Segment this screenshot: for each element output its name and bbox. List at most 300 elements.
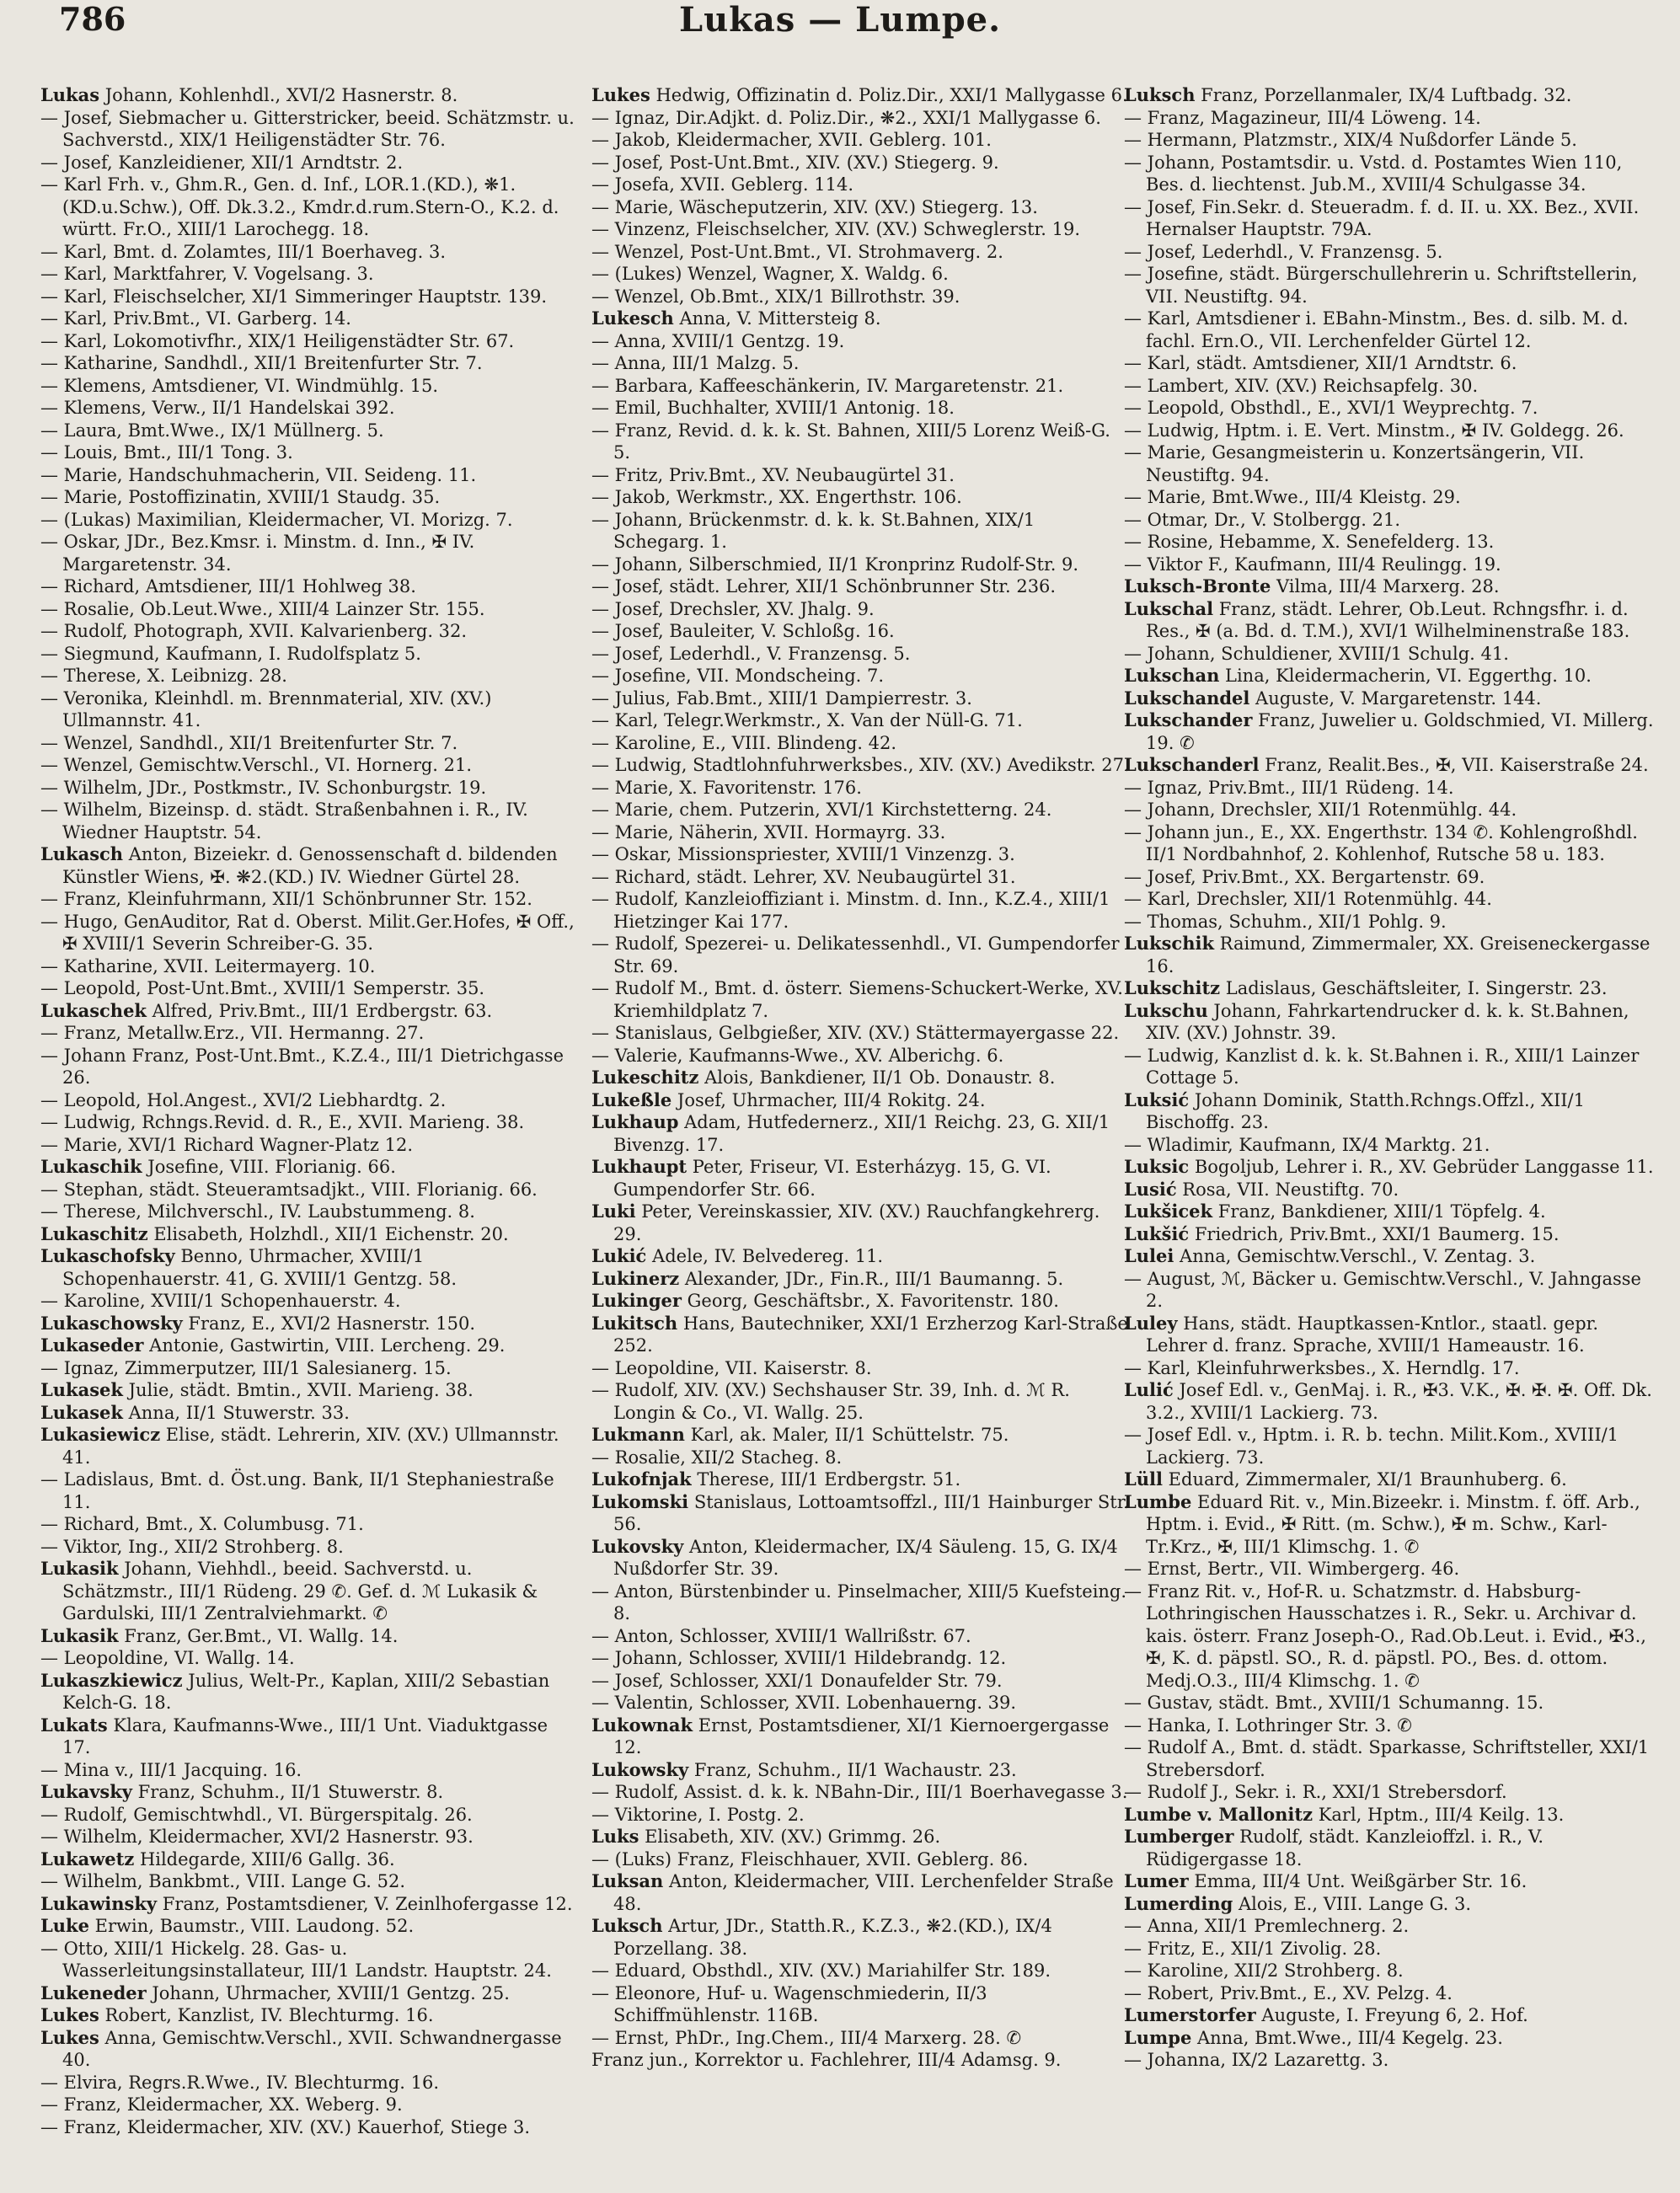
entry-text: — Johann, Schuldiener, XVIII/1 Schulg. 41. (1124, 643, 1509, 664)
entry-text: — Ladislaus, Bmt. d. Öst.ung. Bank, II/1 Stephaniestraße 11. (40, 1469, 554, 1512)
entry-text: — Wenzel, Gemischtw.Verschl., VI. Hornerg. 21. (40, 755, 473, 775)
directory-entry (591, 1759, 1131, 1782)
directory-entry (1124, 308, 1663, 352)
entry-surname: Luksch (591, 1915, 663, 1936)
entry-text: Franz, Bankdiener, XIII/1 Töpfelg. 4. (1212, 1201, 1546, 1222)
entry-text: — Marie, Handschuhmacherin, VII. Seideng. 11. (40, 464, 477, 485)
entry-text: Julie, städt. Bmtin., XVII. Marieng. 38. (122, 1380, 474, 1400)
entry-text: Peter, Friseur, VI. Esterházyg. 15, G. VI. Gumpendorfer Str. 66. (613, 1157, 1051, 1200)
entry-surname: Luksch-Bronte (1124, 575, 1271, 596)
directory-entry (40, 1848, 580, 1871)
directory-entry (1124, 1804, 1663, 1827)
entry-surname: Luksic (1124, 1156, 1190, 1177)
directory-entry (40, 1647, 580, 1670)
entry-surname: Lukasik (40, 1624, 119, 1646)
directory-entry (591, 575, 1131, 598)
entry-text: Franz jun., Korrektor u. Fachlehrer, III/4 Adamsg. 9. (591, 2050, 1062, 2070)
entry-text: — (Luks) Franz, Fleischhauer, XVII. Geblerg. 86. (591, 1848, 1029, 1869)
entry-surname: Lukovsky (591, 1535, 684, 1557)
directory-entry (1124, 1357, 1663, 1380)
directory-entry (40, 1022, 580, 1045)
directory-entry (1124, 1045, 1663, 1089)
entry-text: — Karoline, XVIII/1 Schopenhauerstr. 4. (40, 1291, 401, 1311)
entry-text: — Viktorine, I. Postg. 2. (591, 1804, 805, 1825)
entry-surname: Lukaschofsky (40, 1245, 175, 1266)
entry-text: — Josef, Lederhdl., V. Franzensg. 5. (1124, 241, 1443, 262)
directory-entry (1124, 531, 1663, 554)
entry-text: — Rudolf M., Bmt. d. österr. Siemens-Schuckert-Werke, XV. Kriemhildplatz 7. (591, 978, 1123, 1021)
entry-text: Alois, E., VIII. Lange G. 3. (1233, 1893, 1472, 1914)
directory-entry (1124, 575, 1663, 598)
directory-entry (40, 84, 580, 107)
entry-text: — Franz Rit. v., Hof-R. u. Schatzmstr. d. Habsburg-Lothringischen Hausschatzes i. R., Sekr. u. Archivar d. kais. österr. Franz Joseph-O., Rad.Ob.Leut. i. Evid., ✠3., ✠, K. d. päpstl. SO., R. d. päpstl. PO., Bes. d. ottom. Medj.O.3., III/4 Klimschg. 1. ✆ (1124, 1581, 1646, 1691)
directory-entry (1124, 754, 1663, 777)
directory-entry (1124, 2027, 1663, 2050)
directory-entry (40, 732, 580, 755)
entry-text: — Franz, Metallw.Erz., VII. Hermanng. 27. (40, 1023, 425, 1043)
entry-text: Anna, Gemischtw.Verschl., V. Zentag. 3. (1174, 1246, 1536, 1266)
directory-entry (1124, 1223, 1663, 1246)
directory-entry (40, 2027, 580, 2072)
directory-entry (40, 1625, 580, 1648)
directory-entry (40, 1536, 580, 1559)
entry-surname: Luley (1124, 1312, 1178, 1334)
directory-entry (40, 107, 580, 152)
directory-entry (1124, 1313, 1663, 1357)
entry-surname: Lukmann (591, 1424, 685, 1445)
entry-text: Johann Dominik, Statth.Rchngs.Offzl., XII/1 Bischoffg. 23. (1146, 1089, 1585, 1132)
entry-text: — Karl Frh. v., Ghm.R., Gen. d. Inf., LOR.1.(KD.), ❋1.(KD.u.Schw.), Off. Dk.3.2., Kmdr.d.rum.Stern-O., K.2. d. württ. Fr.O., XIII/1 Larochegg. 18. (40, 174, 559, 239)
entry-surname: Lukownak (591, 1714, 693, 1736)
entry-text: — Hanka, I. Lothringer Str. 3. ✆ (1124, 1714, 1412, 1736)
directory-entry (40, 1402, 580, 1425)
directory-entry (40, 955, 580, 978)
directory-entry (1124, 1268, 1663, 1313)
entry-text: — Marie, chem. Putzerin, XVI/1 Kirchstetterng. 24. (591, 800, 1052, 820)
directory-entry (1124, 1379, 1663, 1424)
entry-text: — Karl, Drechsler, XII/1 Rotenmühlg. 44. (1124, 889, 1492, 909)
entry-surname: Lukasch (40, 843, 124, 864)
entry-text: Franz, Ger.Bmt., VI. Wallg. 14. (118, 1625, 399, 1646)
entry-text: Hedwig, Offizinatin d. Poliz.Dir., XXI/1 Mallygasse 6. (650, 85, 1128, 105)
entry-text: — Josef, städt. Lehrer, XII/1 Schönbrunner Str. 236. (591, 576, 1057, 596)
entry-surname: Lukats (40, 1714, 108, 1736)
entry-text: — Wilhelm, Bizeinsp. d. städt. Straßenbahnen i. R., IV. Wiedner Hauptstr. 54. (40, 800, 528, 842)
entry-surname: Lukšić (1124, 1222, 1190, 1244)
directory-entry (40, 911, 580, 955)
directory-entry (1124, 1781, 1663, 1804)
directory-entry (591, 1647, 1131, 1670)
entry-text: — Rudolf, Photograph, XVII. Kalvarienberg. 32. (40, 621, 468, 641)
directory-entry (40, 1893, 580, 1916)
entry-surname: Luksić (1124, 1088, 1190, 1110)
entry-text: — Ignaz, Zimmerputzer, III/1 Salesianerg. 15. (40, 1357, 452, 1378)
directory-entry (1124, 598, 1663, 643)
directory-entry (591, 486, 1131, 509)
entry-text: Franz, E., XVI/2 Hasnerstr. 150. (182, 1313, 476, 1334)
directory-entry (1124, 1870, 1663, 1893)
directory-entry (40, 1870, 580, 1893)
entry-text: Franz, Juwelier u. Goldschmied, VI. Millerg. 19. ✆ (1146, 710, 1654, 753)
entry-text: Benno, Uhrmacher, XVIII/1 Schopenhauerstr. 41, G. XVIII/1 Gentzg. 58. (62, 1246, 457, 1289)
directory-entry (591, 1268, 1131, 1291)
directory-entry (40, 799, 580, 843)
entry-text: — Rudolf, XIV. (XV.) Sechshauser Str. 39, Inh. d. ℳ R. Longin & Co., VI. Wallg. 25. (591, 1380, 1070, 1423)
directory-entry (1124, 1714, 1663, 1737)
entry-surname: Lukesch (591, 308, 674, 329)
directory-entry (591, 1536, 1131, 1581)
directory-entry (1124, 1581, 1663, 1693)
entry-surname: Lukić (591, 1245, 647, 1266)
directory-entry (591, 107, 1131, 130)
directory-entry (591, 1670, 1131, 1693)
directory-entry (40, 1468, 580, 1513)
directory-entry (591, 799, 1131, 821)
entry-surname: Luke (40, 1915, 89, 1936)
entry-text: — Stephan, städt. Steueramtsadjkt., VIII. Florianig. 66. (40, 1179, 538, 1200)
directory-entry (591, 1447, 1131, 1469)
entry-surname: Lukes (40, 2004, 99, 2025)
entry-text: — Valentin, Schlosser, XVII. Lobenhauerng. 39. (591, 1693, 1017, 1713)
entry-text: — Josefine, VII. Mondscheing. 7. (591, 666, 885, 686)
directory-entry (40, 352, 580, 375)
directory-entry (1124, 2049, 1663, 2072)
entry-surname: Lukasiewicz (40, 1424, 161, 1445)
directory-entry (591, 1870, 1131, 1915)
directory-entry (40, 754, 580, 777)
directory-entry (1124, 1424, 1663, 1468)
entry-text: — Richard, städt. Lehrer, XV. Neubaugürtel 31. (591, 866, 1016, 887)
directory-entry (1124, 1915, 1663, 1938)
directory-entry (591, 643, 1131, 666)
entry-surname: Lumpe (1124, 2026, 1192, 2048)
directory-entry (40, 2094, 580, 2116)
entry-text: — Eleonore, Huf- u. Wagenschmiederin, II/3 Schiffmühlenstr. 116B. (591, 1982, 987, 2025)
entry-text: — Josef, Bauleiter, V. Schloßg. 16. (591, 621, 895, 641)
entry-text: — Viktor, Ing., XII/2 Strohberg. 8. (40, 1536, 344, 1557)
entry-text: Auguste, I. Freyung 6, 2. Hof. (1255, 2005, 1528, 2025)
directory-entry (40, 575, 580, 598)
directory-entry (1124, 196, 1663, 241)
entry-text: — Laura, Bmt.Wwe., IX/1 Müllnerg. 5. (40, 420, 384, 441)
directory-entry (40, 486, 580, 509)
directory-entry (591, 1313, 1131, 1357)
entry-text: — Franz, Kleidermacher, XIV. (XV.) Kauerhof, Stiege 3. (40, 2116, 530, 2137)
entry-surname: Lumberger (1124, 1826, 1234, 1847)
entry-text: — Franz, Revid. d. k. k. St. Bahnen, XIII/5 Lorenz Weiß-G. 5. (591, 420, 1110, 463)
entry-text: — Marie, Näherin, XVII. Hormayrg. 33. (591, 821, 946, 842)
entry-text: — Karl, Telegr.Werkmstr., X. Van der Nüll-G. 71. (591, 710, 1023, 730)
entry-text: Josefine, VIII. Florianig. 66. (142, 1157, 396, 1177)
directory-entry (591, 174, 1131, 196)
directory-entry (1124, 1134, 1663, 1157)
entry-text: Karl, ak. Maler, II/1 Schüttelstr. 75. (684, 1425, 1009, 1445)
entry-surname: Lumer (1124, 1870, 1189, 1891)
directory-entry (1124, 509, 1663, 532)
entry-text: — Veronika, Kleinhdl. m. Brennmaterial, XIV. (XV.) Ullmannstr. 41. (40, 687, 492, 730)
entry-text: — Julius, Fab.Bmt., XIII/1 Dampierrestr. 3. (591, 687, 972, 709)
directory-entry (1124, 486, 1663, 509)
directory-entry (591, 598, 1131, 621)
entry-text: Georg, Geschäftsbr., X. Favoritenstr. 180. (681, 1291, 1059, 1311)
entry-text: — Karl, Fleischselcher, XI/1 Simmeringer Hauptstr. 139. (40, 286, 548, 307)
directory-entry (1124, 1938, 1663, 1960)
entry-surname: Lukeschitz (591, 1067, 699, 1088)
entry-text: Anna, V. Mittersteig 8. (673, 308, 881, 329)
entry-text: Anton, Kleidermacher, VIII. Lerchenfelder Straße 48. (613, 1871, 1114, 1914)
directory-entry (40, 531, 580, 575)
entry-text: Josef Edl. v., GenMaj. i. R., ✠3. V.K., ✠. ✠. ✠. Off. Dk. 3.2., XVIII/1 Lackierg. 73. (1146, 1380, 1652, 1423)
directory-entry (591, 397, 1131, 420)
directory-entry (591, 352, 1131, 375)
entry-text: Julius, Welt-Pr., Kaplan, XIII/2 Sebastian Kelch-G. 18. (62, 1670, 550, 1713)
entry-text: — Louis, Bmt., III/1 Tong. 3. (40, 442, 293, 463)
entry-text: — Therese, X. Leibnizg. 28. (40, 666, 287, 686)
entry-text: — Wladimir, Kaufmann, IX/4 Marktg. 21. (1124, 1134, 1490, 1155)
directory-entry (591, 1424, 1131, 1447)
directory-entry (40, 1357, 580, 1380)
entry-surname: Lukasek (40, 1379, 123, 1400)
directory-entry (591, 129, 1131, 152)
directory-entry (591, 1201, 1131, 1245)
entry-surname: Lukschander (1124, 709, 1253, 730)
entry-text: — Katharine, XVII. Leitermayerg. 10. (40, 955, 376, 976)
directory-entry (1124, 1000, 1663, 1045)
entry-text: Hildegarde, XIII/6 Gallg. 36. (134, 1848, 395, 1869)
entry-surname: Luksan (591, 1870, 664, 1891)
directory-entry (591, 843, 1131, 866)
entry-text: — Anton, Schlosser, XVIII/1 Wallrißstr. 67. (591, 1625, 971, 1646)
directory-entry (40, 1335, 580, 1357)
entry-surname: Lusić (1124, 1178, 1177, 1200)
entry-surname: Lukaschitz (40, 1222, 148, 1244)
directory-entry (591, 1067, 1131, 1089)
entry-text: Franz, Postamtsdiener, V. Zeinlhofergasse 12. (157, 1893, 573, 1914)
directory-entry (1124, 665, 1663, 687)
entry-text: Rudolf, städt. Kanzleioffzl. i. R., V. Rüdigergasse 18. (1146, 1827, 1544, 1869)
directory-entry (1124, 1201, 1663, 1223)
directory-entry (40, 2004, 580, 2027)
entry-text: Erwin, Baumstr., VIII. Laudong. 52. (88, 1916, 415, 1936)
directory-entry (40, 152, 580, 174)
entry-text: Franz, Schuhm., II/1 Wachaustr. 23. (688, 1759, 1017, 1780)
entry-text: — Thomas, Schuhm., XII/1 Pohlg. 9. (1124, 911, 1447, 932)
entry-text: — Josefine, städt. Bürgerschullehrerin u. Schriftstellerin, VII. Neustiftg. 94. (1124, 264, 1638, 307)
entry-text: — Franz, Kleinfuhrmann, XII/1 Schönbrunner Str. 152. (40, 889, 532, 909)
entry-text: — Karl, Lokomotivfhr., XIX/1 Heiligenstädter Str. 67. (40, 330, 515, 351)
entry-text: Adam, Hutfedernerz., XII/1 Reichg. 23, G. XII/1 Bivenzg. 17. (613, 1112, 1110, 1155)
directory-entry (40, 1134, 580, 1157)
entry-text: — (Lukas) Maximilian, Kleidermacher, VI. Morizg. 7. (40, 509, 513, 530)
entry-text: — Karoline, E., VIII. Blindeng. 42. (591, 732, 897, 753)
entry-text: — Fritz, E., XII/1 Zivolig. 28. (1124, 1938, 1382, 1959)
directory-entry (1124, 397, 1663, 420)
directory-entry (591, 1714, 1131, 1759)
entry-text: — Wenzel, Sandhdl., XII/1 Breitenfurter Str. 7. (40, 732, 458, 753)
entry-surname: Lumbe v. Mallonitz (1124, 1803, 1314, 1825)
entry-text: — Josef Edl. v., Hptm. i. R. b. techn. Milit.Kom., XVIII/1 Lackierg. 73. (1124, 1425, 1619, 1468)
directory-entry (1124, 554, 1663, 576)
entry-surname: Lukitsch (591, 1312, 678, 1334)
directory-entry (40, 1513, 580, 1536)
directory-entry (40, 1804, 580, 1827)
directory-entry (1124, 1692, 1663, 1714)
directory-entry (591, 1022, 1131, 1045)
entry-text: — Leopold, Obsthdl., E., XVI/1 Weyprechtg. 7. (1124, 398, 1538, 418)
directory-entry (591, 1468, 1131, 1491)
entry-surname: Lukschal (1124, 597, 1214, 619)
directory-entry (1124, 441, 1663, 486)
entry-text: Antonie, Gastwirtin, VIII. Lercheng. 29. (143, 1335, 506, 1356)
entry-surname: Lukaszkiewicz (40, 1669, 183, 1691)
entry-text: — Hugo, GenAuditor, Rat d. Oberst. Milit.Ger.Hofes, ✠ Off., ✠ XVIII/1 Severin Schreiber-G. 35. (40, 911, 575, 954)
directory-entry (40, 620, 580, 643)
entry-text: — Klemens, Verw., II/1 Handelskai 392. (40, 398, 395, 418)
entry-surname: Lulei (1124, 1245, 1174, 1266)
entry-text: Alois, Bankdiener, II/1 Ob. Donaustr. 8. (698, 1067, 1056, 1088)
entry-text: — Anna, XII/1 Premlechnerg. 2. (1124, 1916, 1410, 1936)
directory-entry (1124, 821, 1663, 866)
directory-entry (1124, 777, 1663, 800)
entry-text: — Therese, Milchverschl., IV. Laubstummeng. 8. (40, 1201, 475, 1222)
entry-text: — Karl, Bmt. d. Zolamtes, III/1 Boerhaveg. 3. (40, 241, 447, 262)
entry-surname: Lukinger (591, 1290, 682, 1311)
directory-entry (591, 509, 1131, 554)
directory-entry (40, 665, 580, 687)
directory-entry (40, 308, 580, 330)
directory-entry (1124, 1558, 1663, 1581)
directory-entry (1124, 420, 1663, 442)
entry-text: — Rudolf, Gemischtwhdl., VI. Bürgerspitalg. 26. (40, 1804, 473, 1825)
entry-text: Johann, Uhrmacher, XVIII/1 Gentzg. 25. (146, 1982, 510, 2003)
directory-entry (591, 554, 1131, 576)
entry-text: Franz, städt. Lehrer, Ob.Leut. Rchngsfhr. i. d. Res., ✠ (a. Bd. d. T.M.), XVI/1 Wilhelminenstraße 183. (1146, 598, 1630, 641)
entry-surname: Lukhaup (591, 1111, 679, 1132)
entry-surname: Lukasek (40, 1401, 123, 1423)
directory-entry (591, 1915, 1131, 1960)
directory-entry (40, 1714, 580, 1759)
directory-entry (591, 1692, 1131, 1714)
entry-text: Josef, Uhrmacher, III/4 Rokitg. 24. (671, 1089, 986, 1110)
entry-surname: Luks (591, 1826, 639, 1847)
directory-entry (40, 441, 580, 464)
entry-text: — Jakob, Werkmstr., XX. Engerthstr. 106. (591, 487, 962, 507)
entry-surname: Lukasik (40, 1558, 119, 1579)
directory-entry (591, 2049, 1131, 2072)
entry-text: Lina, Kleidermacherin, VI. Eggerthg. 10. (1219, 666, 1592, 686)
entry-text: — Ludwig, Rchngs.Revid. d. R., E., XVII. Marieng. 38. (40, 1112, 525, 1132)
entry-surname: Lukes (40, 2026, 99, 2048)
entry-text: — Leopold, Hol.Angest., XVI/2 Liebhardtg. 2. (40, 1089, 447, 1110)
directory-entry (40, 1290, 580, 1313)
directory-entry (591, 1982, 1131, 2027)
directory-entry (40, 1045, 580, 1089)
directory-entry (40, 598, 580, 621)
entry-text: — Klemens, Amtsdiener, VI. Windmühlg. 15. (40, 375, 438, 396)
directory-entry (591, 84, 1131, 107)
directory-entry (40, 1826, 580, 1848)
entry-text: — Marie, X. Favoritenstr. 176. (591, 777, 862, 798)
directory-entry (591, 375, 1131, 398)
directory-entry (591, 1111, 1131, 1156)
entry-text: — Marie, Gesangmeisterin u. Konzertsängerin, VII. Neustiftg. 94. (1124, 442, 1585, 485)
entry-text: — Wilhelm, Bankbmt., VIII. Lange G. 52. (40, 1871, 405, 1891)
entry-text: Raimund, Zimmermaler, XX. Greiseneckergasse 16. (1146, 933, 1651, 976)
entry-text: — Oskar, JDr., Bez.Kmsr. i. Minstm. d. Inn., ✠ IV. Margaretenstr. 34. (40, 532, 475, 575)
directory-entry (40, 1915, 580, 1938)
entry-text: — Marie, Postoffizinatin, XVIII/1 Staudg. 35. (40, 487, 441, 507)
entry-text: — Ludwig, Kanzlist d. k. k. St.Bahnen i. R., XIII/1 Lainzer Cottage 5. (1124, 1045, 1640, 1088)
directory-entry (40, 1313, 580, 1335)
entry-text: — Johann jun., E., XX. Engerthstr. 134 ✆. Kohlengroßhdl. II/1 Nordbahnhof, 2. Kohlenhof, Rutsche 58 u. 183. (1124, 821, 1638, 864)
directory-entry (40, 286, 580, 308)
entry-surname: Lukschanderl (1124, 754, 1260, 775)
entry-text: — Viktor F., Kaufmann, III/4 Reulingg. 19. (1124, 554, 1501, 575)
entry-text: — Rosine, Hebamme, X. Senefelderg. 13. (1124, 532, 1495, 552)
entry-text: Anna, II/1 Stuwerstr. 33. (122, 1402, 350, 1423)
directory-entry (40, 2116, 580, 2139)
directory-entry (591, 1781, 1131, 1804)
directory-entry (40, 687, 580, 732)
entry-surname: Lukeßle (591, 1088, 672, 1110)
directory-entry (591, 777, 1131, 800)
entry-text: — Josef, Post-Unt.Bmt., XIV. (XV.) Stiegerg. 9. (591, 152, 999, 173)
entry-text: Franz, Realit.Bes., ✠, VII. Kaiserstraße 24. (1259, 755, 1649, 775)
entry-text: — Johann, Schlosser, XVIII/1 Hildebrandg. 12. (591, 1648, 1007, 1668)
entry-text: — Robert, Priv.Bmt., E., XV. Pelzg. 4. (1124, 1982, 1453, 2003)
directory-entry (591, 1826, 1131, 1848)
entry-text: Hans, Bautechniker, XXI/1 Erzherzog Karl-Straße 252. (613, 1313, 1128, 1356)
directory-entry (40, 843, 580, 888)
directory-entry (591, 1089, 1131, 1112)
entry-text: — Josef, Siebmacher u. Gitterstricker, beeid. Schätzmstr. u. Sachverstd., XIX/1 Heiligenstädter Str. 76. (40, 107, 575, 150)
entry-text: — Katharine, Sandhdl., XII/1 Breitenfurter Str. 7. (40, 353, 483, 373)
directory-entry (40, 330, 580, 353)
entry-text: — Ludwig, Stadtlohnfuhrwerksbes., XIV. (XV.) Avedikstr. 27. (591, 755, 1130, 775)
directory-entry (591, 977, 1131, 1022)
entry-text: — Karoline, XII/2 Strohberg. 8. (1124, 1960, 1404, 1981)
directory-entry (40, 420, 580, 442)
entry-text: Auguste, V. Margaretenstr. 144. (1249, 687, 1542, 709)
entry-text: — Leopoldine, VI. Wallg. 14. (40, 1648, 295, 1668)
entry-surname: Luksch (1124, 84, 1196, 105)
directory-entry (591, 1245, 1131, 1268)
entry-surname: Lukaschik (40, 1156, 142, 1177)
entry-text: — Barbara, Kaffeeschänkerin, IV. Margaretenstr. 21. (591, 375, 1064, 396)
directory-entry (1124, 933, 1663, 977)
directory-entry (591, 1960, 1131, 1982)
directory-entry (1124, 107, 1663, 130)
entry-surname: Lukowsky (591, 1758, 689, 1780)
entry-text: Adele, IV. Belvedereg. 11. (646, 1246, 884, 1266)
directory-entry (1124, 152, 1663, 196)
entry-text: Stanislaus, Lottoamtsoffzl., III/1 Hainburger Str. 56. (613, 1491, 1130, 1534)
entry-surname: Lüll (1124, 1468, 1163, 1490)
entry-text: — Josef, Kanzleidiener, XII/1 Arndtstr. 2. (40, 152, 404, 173)
entry-surname: Lukomski (591, 1490, 689, 1512)
entry-surname: Lukawetz (40, 1848, 135, 1869)
entry-text: Friedrich, Priv.Bmt., XXI/1 Baumerg. 15. (1189, 1223, 1560, 1244)
directory-entry (40, 174, 580, 241)
entry-text: Alexander, JDr., Fin.R., III/1 Baumanng. 5. (679, 1268, 1064, 1289)
entry-text: — Anton, Bürstenbinder u. Pinselmacher, XIII/5 Kuefsteing. 8. (591, 1581, 1127, 1623)
entry-text: Franz, Porzellanmaler, IX/4 Luftbadg. 32. (1195, 85, 1572, 105)
directory-entry (591, 464, 1131, 487)
directory-entry (591, 754, 1131, 777)
entry-surname: Lukhaupt (591, 1156, 688, 1177)
entry-text: — Rudolf, Assist. d. k. k. NBahn-Dir., III/1 Boerhavegasse 3. (591, 1782, 1128, 1802)
directory-entry (591, 1290, 1131, 1313)
